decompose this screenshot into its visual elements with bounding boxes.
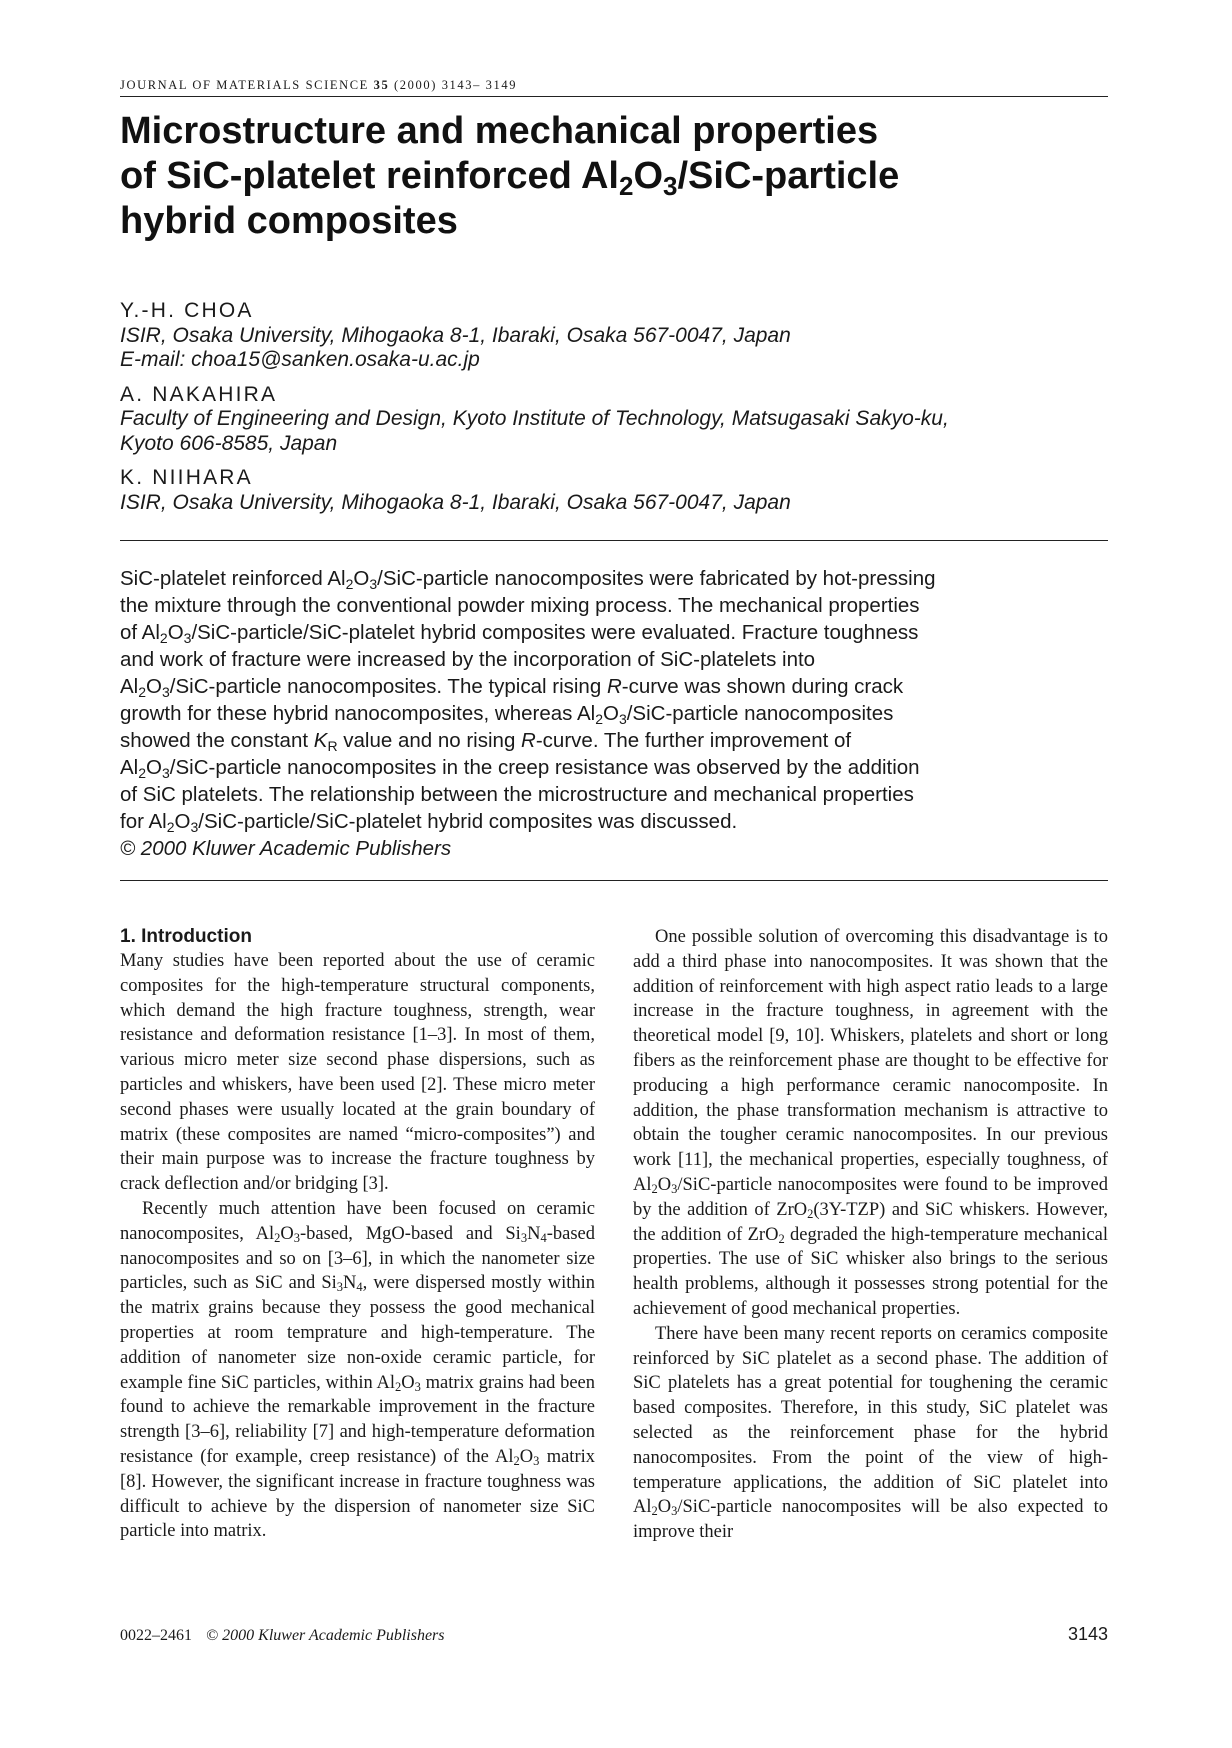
title-line-2: of SiC-platelet reinforced $Al_2O_3/SiC$-particle: [120, 155, 900, 201]
abstract-line: showed the constant $K_R$ value and no rising R-curve. The further improvement of: [120, 729, 852, 754]
article-title: [120, 109, 1108, 244]
running-head: [120, 78, 1108, 97]
page: [120, 78, 1108, 1545]
abstract-line: $Al_2O_3/SiC$-particle nanocomposites in the creep resistance was observed by the addition: [120, 756, 920, 781]
author-name: Y.-H. CHOA: [120, 299, 254, 322]
abstract-line: of $Al_2O_3/SiC-particle/SiC$-platelet hybrid composites were evaluated. Fracture toughness: [120, 621, 919, 646]
abstract-line: the mixture through the conventional powder mixing process. The mechanical properties: [120, 594, 920, 617]
author-email: E-mail: choa15@sanken.osaka-u.ac.jp: [120, 348, 480, 371]
paragraph: Recently much attention have been focused on ceramic nanocomposites, $Al_2O_3$-based, MgO-based and $Si_3N_4$-based nanocomposites and so on [3–6], in which the nanometer size particles, such as SiC and $Si_3N_4$, were dispersed mostly within the matrix grains because they possess the good mechanical properties at room temprature and high-temperature. The addition of nanometer size non-oxide ceramic particle, for example fine SiC particles, within $Al_2O_3$ matrix grains had been found to achieve the remarkable improvement in the fracture strength [3–6], reliability [7] and high-temperature deformation resistance (for example, creep resistance) of the $Al_2O_3$ matrix [8]. However, the significant increase in fracture toughness was difficult to achieve by the dispersion of nanometer size SiC particle into matrix.: [120, 1198, 595, 1542]
author-affiliation: Kyoto 606-8585, Japan: [120, 431, 338, 455]
abstract-line: for $Al_2O_3/SiC-particle/SiC$-platelet hybrid composites was discussed.: [120, 810, 738, 835]
author-block: [120, 299, 1108, 373]
paragraph: There have been many recent reports on ceramics composite reinforced by SiC platelet as a second phase. The addition of SiC platelets has a great potential for toughening the ceramic based composites. Therefore, in this study, SiC platelet was selected as the reinforcement phase for the hybrid nanocomposites. From the point of the view of high-temperature applications, the addition of SiC platelet into $Al_2O_3/SiC$-particle nanocomposites will be also expected to improve their: [633, 1323, 1108, 1543]
author-name: K. NIIHARA: [120, 466, 253, 489]
paragraph: One possible solution of overcoming this disadvantage is to add a third phase into nanocomposites. It was shown that the addition of reinforcement with high aspect ratio leads to a large increase in the fracture toughness, in agreement with the theoretical model [9, 10]. Whiskers, platelets and short or long fibers as the reinforcement phase are thought to be effective for producing a high performance ceramic nanocomposite. In addition, the phase transformation mechanism is attractive to obtain the tougher ceramic nanocomposites. In our previous work [11], the mechanical properties, especially toughness, of $Al_2O_3/SiC$-particle nanocomposites were found to be improved by the addition of ZrO$_2$(3Y-TZP) and SiC whiskers. However, the addition of ZrO$_2$ degraded the high-temperature mechanical properties. The use of SiC whisker also brings to the serious health problems, although it possesses strong potential for the achievement of good mechanical properties.: [633, 927, 1108, 1319]
page-footer: [120, 1624, 1108, 1645]
issn: 0022–2461: [120, 1627, 192, 1644]
author-list: [120, 299, 1108, 515]
journal-volume: 35: [373, 78, 390, 92]
title-line-1: Microstructure and mechanical properties: [120, 110, 879, 152]
abstract-line: SiC-platelet reinforced $Al_2O_3/SiC$-particle nanocomposites were fabricated by hot-pressing: [120, 567, 936, 592]
abstract-line: and work of fracture were increased by the incorporation of SiC-platelets into: [120, 648, 816, 671]
footer-left: [120, 1627, 445, 1645]
abstract: [120, 541, 1108, 880]
right-column: [633, 925, 1108, 1545]
journal-year-pages: (2000) 3143– 3149: [394, 78, 518, 92]
abstract-copyright: © 2000 Kluwer Academic Publishers: [120, 837, 452, 860]
page-number: 3143: [1067, 1624, 1108, 1644]
author-name: A. NAKAHIRA: [120, 382, 278, 406]
author-block: [120, 383, 1108, 457]
paragraph: Many studies have been reported about the use of ceramic composites for the high-temperature structural components, which demand the high fracture toughness, strength, wear resistance and deformation resistance [1–3]. In most of them, various micro meter size second phase dispersions, such as particles and whiskers, have been used [2]. These micro meter second phases were usually located at the grain boundary of matrix (these composites are named “micro-composites”) and their main purpose was to increase the fracture toughness by crack deflection and/or bridging [3].: [120, 951, 595, 1195]
footer-publisher: © 2000 Kluwer Academic Publishers: [206, 1627, 445, 1644]
section-heading: 1. Introduction: [120, 926, 252, 947]
author-block: [120, 466, 1108, 515]
author-affiliation: Faculty of Engineering and Design, Kyoto Institute of Technology, Matsugasaki Sakyo-ku,: [120, 407, 949, 430]
author-affiliation: ISIR, Osaka University, Mihogaoka 8-1, Ibaraki, Osaka 567-0047, Japan: [120, 490, 791, 514]
title-line-3: hybrid composites: [120, 200, 458, 242]
body-columns: [120, 925, 1108, 1545]
abstract-line: growth for these hybrid nanocomposites, whereas $Al_2O_3/SiC$-particle nanocomposites: [120, 702, 894, 727]
journal-name: JOURNAL OF MATERIALS SCIENCE: [120, 78, 369, 92]
author-affiliation: ISIR, Osaka University, Mihogaoka 8-1, Ibaraki, Osaka 567-0047, Japan: [120, 323, 791, 347]
abstract-line: of SiC platelets. The relationship between the microstructure and mechanical properties: [120, 783, 914, 806]
divider: [120, 880, 1108, 881]
abstract-line: $Al_2O_3/SiC$-particle nanocomposites. The typical rising R-curve was shown during crack: [120, 675, 904, 700]
left-column: [120, 925, 595, 1545]
